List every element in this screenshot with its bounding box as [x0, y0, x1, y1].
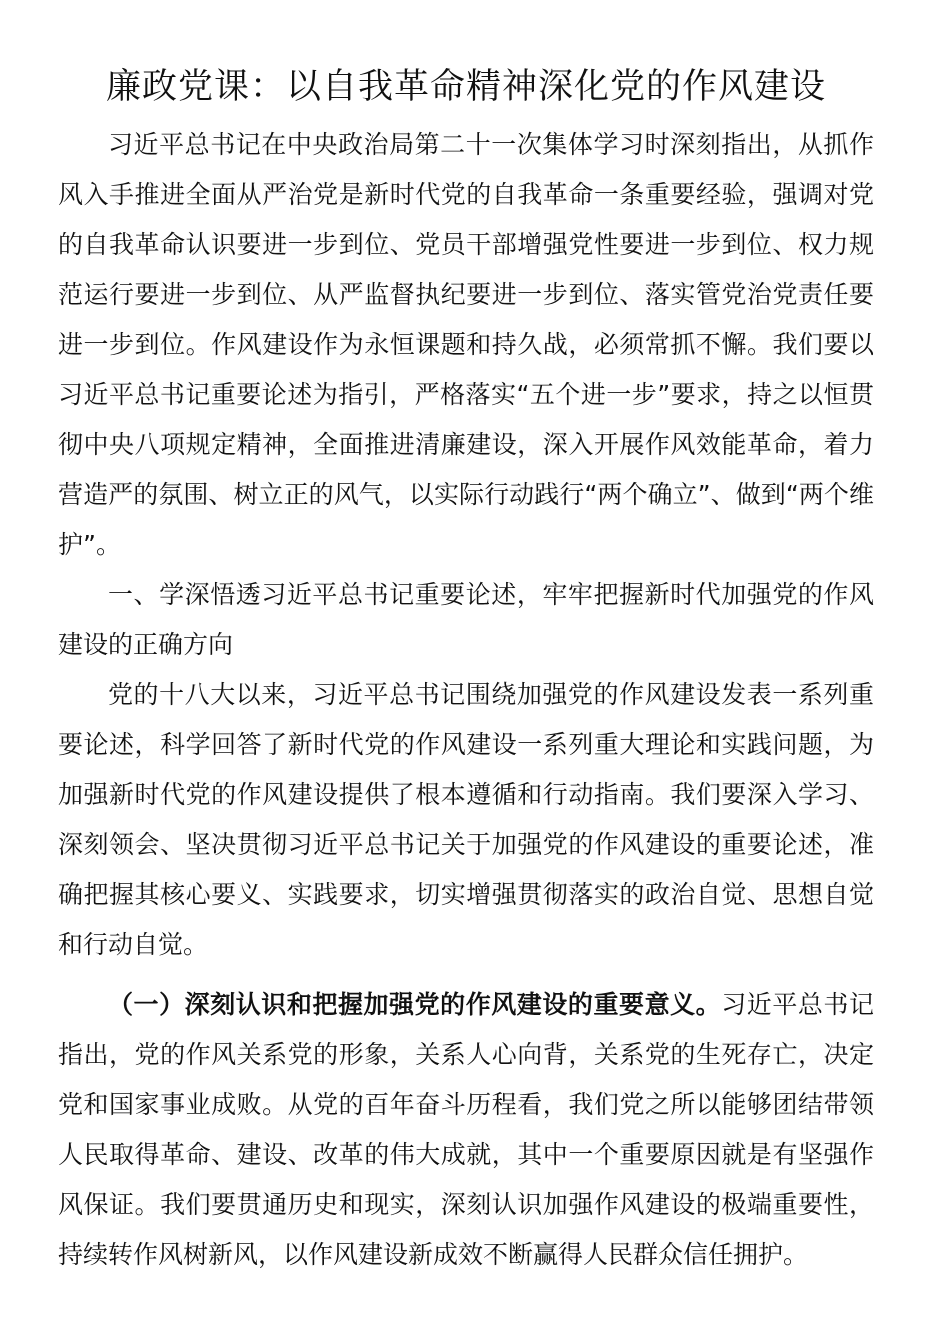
- subsection-1-paragraph: [58, 980, 874, 1280]
- intro-paragraph: 习近平总书记在中央政治局第二十一次集体学习时深刻指出，从抓作风入手推进全面从严治党是新时代党的自我革命一条重要经验，强调对党的自我革命认识要进一步到位、党员干部增强党性要进一步到位、权力规范运行要进一步到位、从严监督执纪要进一步到位、落实管党治党责任要进一步到位。作风建设作为永恒课题和持久战，必须常抓不懈。我们要以习近平总书记重要论述为指引，严格落实“五个进一步”要求，持之以恒贯彻中央八项规定精神，全面推进清廉建设，深入开展作风效能革命，着力营造严的氛围、树立正的风气，以实际行动践行“两个确立”、做到“两个维护”。: [58, 130, 874, 559]
- document-title: 廉政党课：以自我革命精神深化党的作风建设: [105, 67, 826, 107]
- subsection-1-body: 习近平总书记指出，党的作风关系党的形象，关系人心向背，关系党的生死存亡，决定党和国家事业成败。从党的百年奋斗历程看，我们党之所以能够团结带领人民取得革命、建设、改革的伟大成就，其中一个重要原因就是有坚强作风保证。我们要贯通历史和现实，深刻认识加强作风建设的极端重要性，持续转作风树新风，以作风建设新成效不断赢得人民群众信任拥护。: [58, 990, 874, 1269]
- section-1-body: 党的十八大以来，习近平总书记围绕加强党的作风建设发表一系列重要论述，科学回答了新时代党的作风建设一系列重大理论和实践问题，为加强新时代党的作风建设提供了根本遵循和行动指南。我们要深入学习、深刻领会、坚决贯彻习近平总书记关于加强党的作风建设的重要论述，准确把握其核心要义、实践要求，切实增强贯彻落实的政治自觉、思想自觉和行动自觉。: [58, 680, 874, 959]
- section-1-heading: 一、学深悟透习近平总书记重要论述，牢牢把握新时代加强党的作风建设的正确方向: [58, 580, 874, 659]
- subsection-1-lead: （一）深刻认识和把握加强党的作风建设的重要意义。: [108, 990, 722, 1019]
